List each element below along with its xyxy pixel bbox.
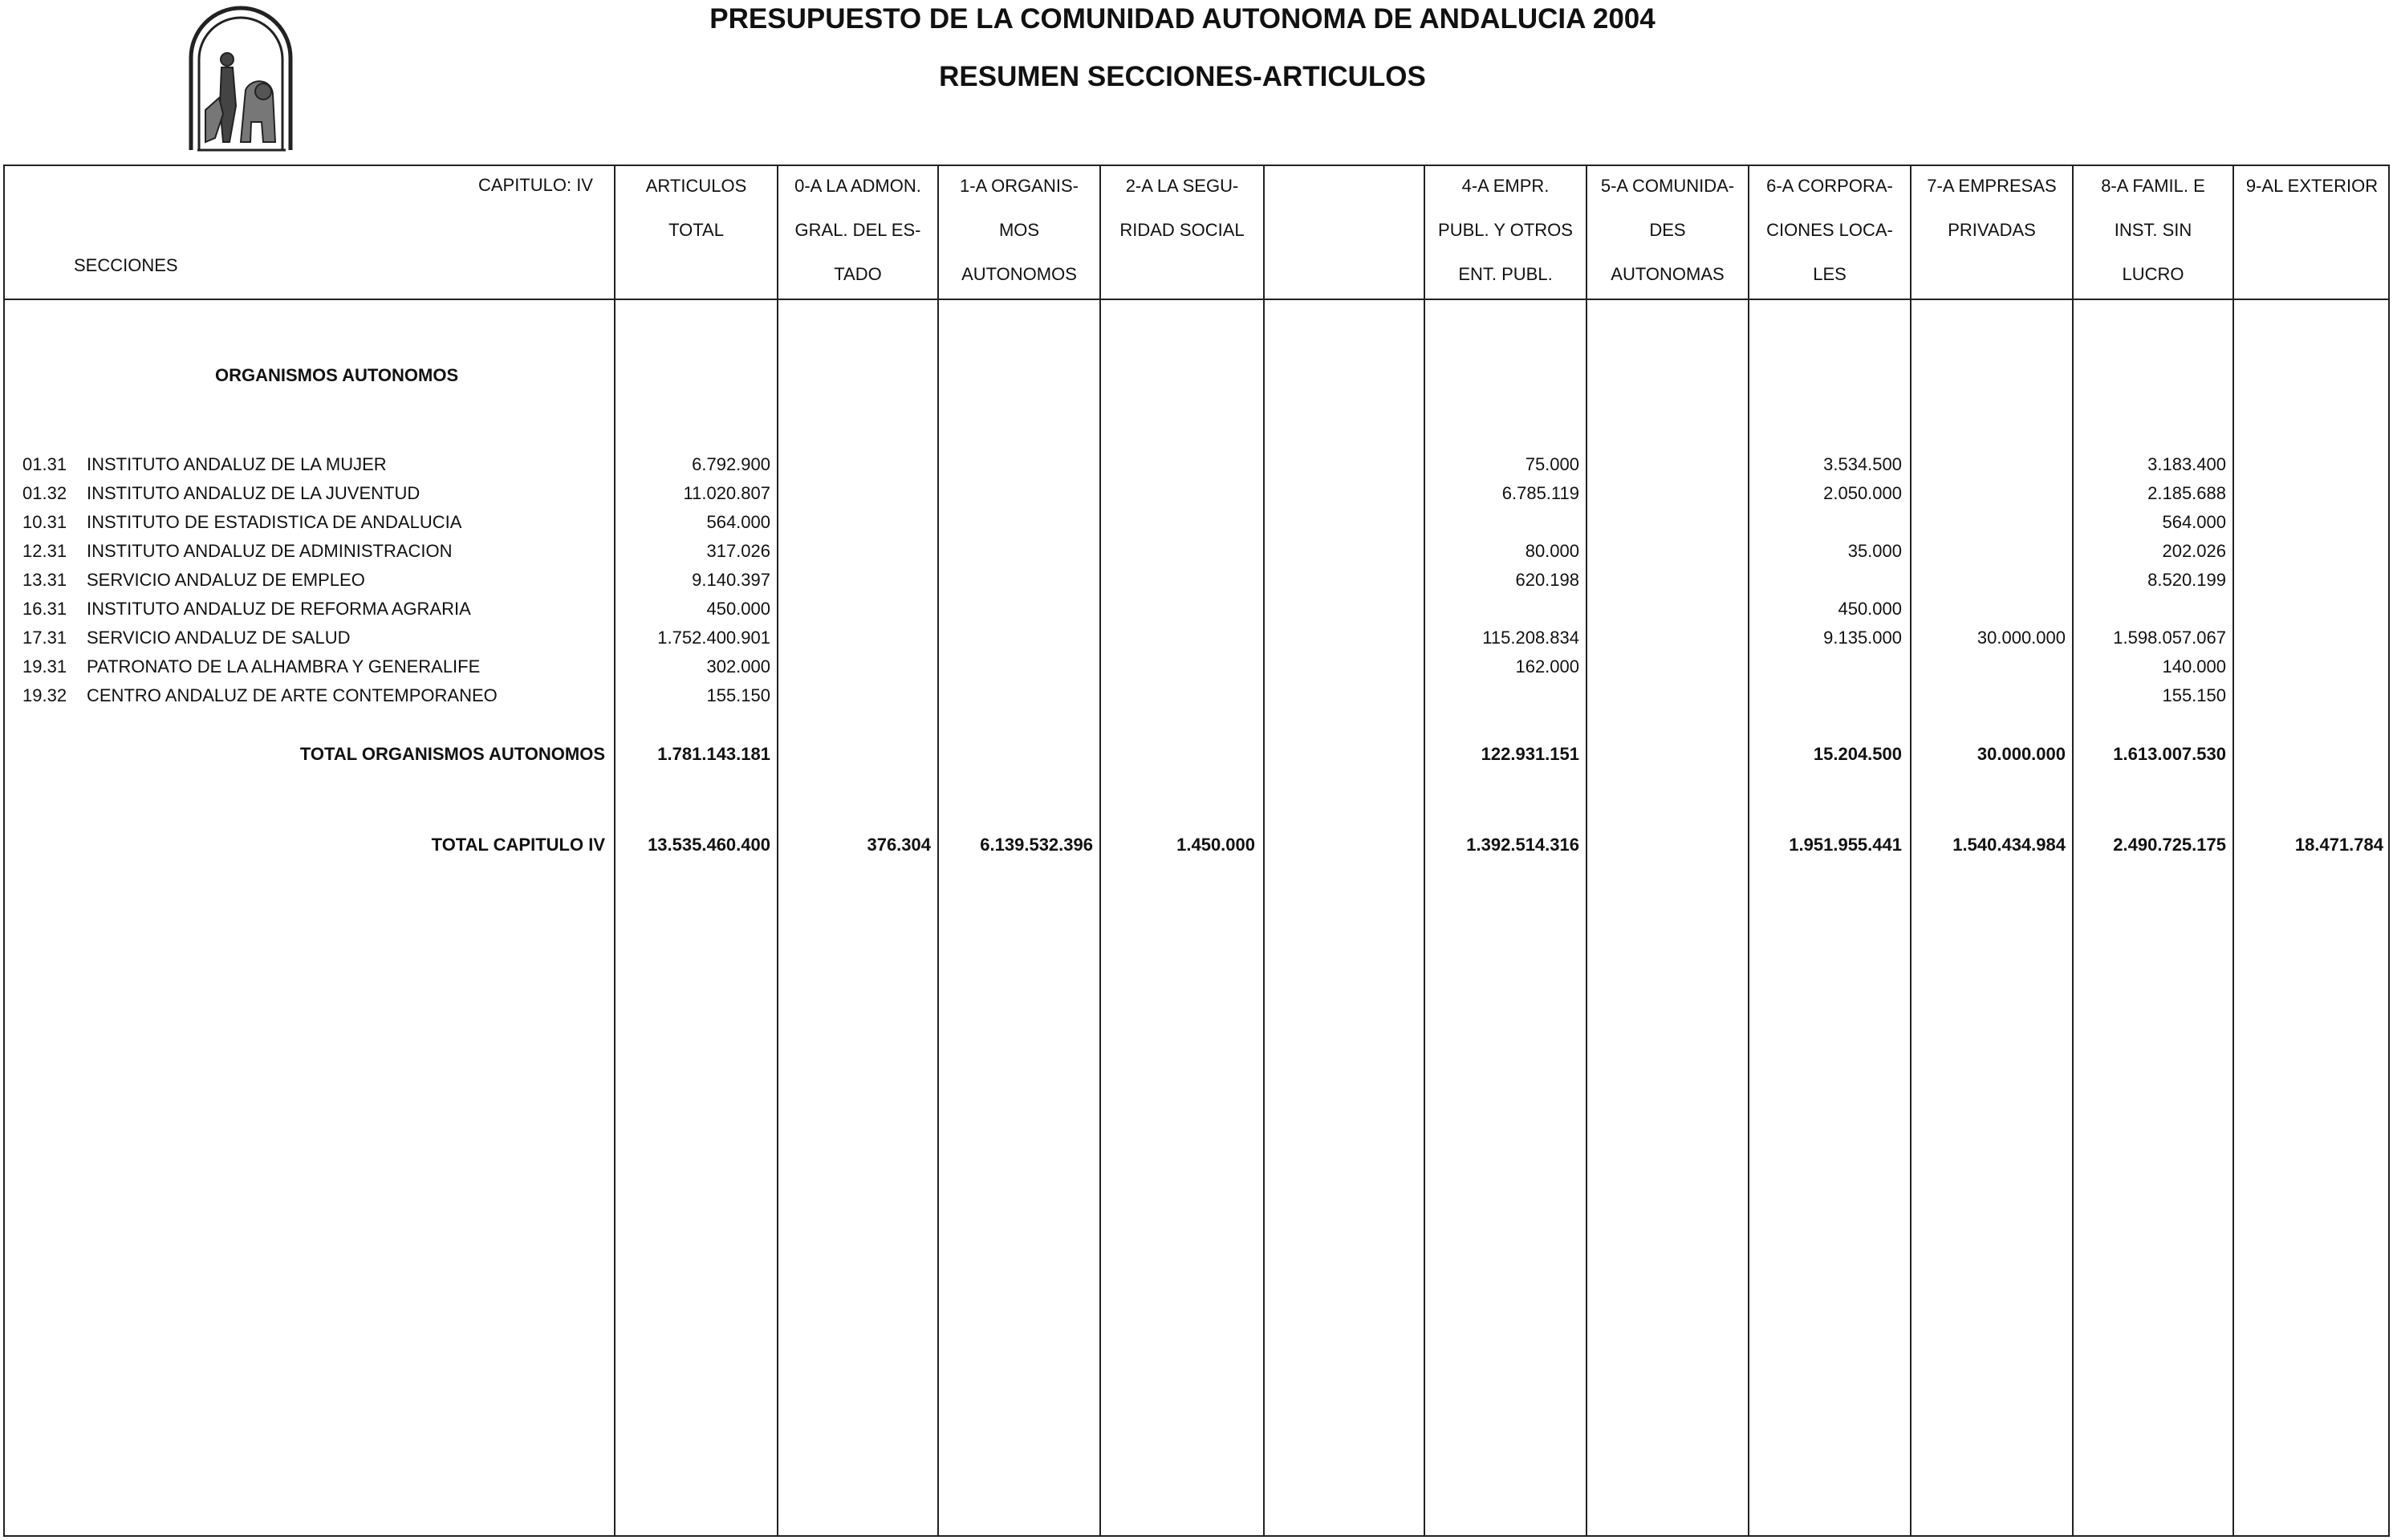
row-1-value-col-9: 2.185.688: [2147, 483, 2226, 503]
col-header-4: 4-A EMPR. PUBL. Y OTROS ENT. PUBL.: [1438, 176, 1573, 284]
row-1-value-col-0: 11.020.807: [683, 483, 770, 503]
row-code: 19.32: [22, 685, 67, 705]
row-7-value-col-0: 302.000: [706, 656, 770, 677]
row-name: PATRONATO DE LA ALHAMBRA Y GENERALIFE: [87, 656, 481, 677]
total-capitulo-value-col-3: 1.450.000: [1176, 835, 1255, 855]
col-header-articulos: ARTICULOS TOTAL: [645, 176, 747, 240]
row-0-value-col-7: 3.534.500: [1823, 454, 1902, 474]
row-4-value-col-0: 9.140.397: [692, 570, 770, 590]
group-heading: ORGANISMOS AUTONOMOS: [215, 365, 459, 385]
row-3-value-col-9: 202.026: [2162, 541, 2226, 561]
row-name: INSTITUTO ANDALUZ DE LA JUVENTUD: [87, 483, 420, 503]
total-capitulo-label: TOTAL CAPITULO IV: [431, 835, 605, 855]
header-separator: [3, 299, 2390, 300]
row-0-value-col-0: 6.792.900: [692, 454, 770, 474]
total-capitulo-value-col-0: 13.535.460.400: [648, 835, 770, 855]
row-code: 01.32: [22, 483, 67, 503]
row-code: 10.31: [22, 512, 67, 532]
row-0-value-col-9: 3.183.400: [2147, 454, 2226, 474]
row-5-value-col-7: 450.000: [1838, 599, 1902, 619]
row-name: SERVICIO ANDALUZ DE SALUD: [87, 628, 351, 648]
col-header-0: 0-A LA ADMON. GRAL. DEL ES- TADO: [794, 176, 921, 284]
row-5-value-col-0: 450.000: [706, 599, 770, 619]
col-header-1: 1-A ORGANIS- MOS AUTONOMOS: [960, 176, 1079, 284]
row-name: CENTRO ANDALUZ DE ARTE CONTEMPORANEO: [87, 685, 498, 705]
total-capitulo-value-col-7: 1.951.955.441: [1789, 835, 1902, 855]
row-code: 01.31: [22, 454, 67, 474]
row-3-value-col-7: 35.000: [1847, 541, 1902, 561]
total-capitulo-value-col-1: 376.304: [867, 835, 931, 855]
document-title: PRESUPUESTO DE LA COMUNIDAD AUTONOMA DE ANDALUCIA 2004: [709, 3, 1656, 35]
row-2-value-col-9: 564.000: [2162, 512, 2226, 532]
row-code: 17.31: [22, 628, 67, 648]
row-name: INSTITUTO DE ESTADISTICA DE ANDALUCIA: [87, 512, 462, 532]
row-0-value-col-5: 75.000: [1525, 454, 1579, 474]
row-4-value-col-5: 620.198: [1515, 570, 1579, 590]
total-organismos-value-col-8: 30.000.000: [1977, 744, 2066, 764]
total-capitulo-value-col-9: 2.490.725.175: [2113, 835, 2226, 855]
row-name: INSTITUTO ANDALUZ DE LA MUJER: [87, 454, 387, 474]
row-name: INSTITUTO ANDALUZ DE ADMINISTRACION: [87, 541, 453, 561]
row-code: 16.31: [22, 599, 67, 619]
total-organismos-value-col-5: 122.931.151: [1481, 744, 1579, 764]
row-6-value-col-5: 115.208.834: [1482, 628, 1579, 648]
row-name: SERVICIO ANDALUZ DE EMPLEO: [87, 570, 365, 590]
total-organismos-label: TOTAL ORGANISMOS AUTONOMOS: [299, 744, 605, 764]
row-code: 13.31: [22, 570, 67, 590]
row-6-value-col-7: 9.135.000: [1823, 628, 1902, 648]
row-3-value-col-0: 317.026: [706, 541, 770, 561]
row-7-value-col-9: 140.000: [2162, 656, 2226, 677]
row-code: 12.31: [22, 541, 67, 561]
capitulo-label: CAPITULO: IV: [477, 175, 593, 195]
total-capitulo-value-col-10: 18.471.784: [2294, 835, 2383, 855]
row-8-value-col-0: 155.150: [706, 685, 770, 705]
row-3-value-col-5: 80.000: [1525, 541, 1579, 561]
row-2-value-col-0: 564.000: [706, 512, 770, 532]
row-6-value-col-8: 30.000.000: [1977, 628, 2066, 648]
total-capitulo-value-col-8: 1.540.434.984: [1952, 835, 2066, 855]
col-header-2: 2-A LA SEGU- RIDAD SOCIAL: [1119, 176, 1245, 240]
document-subtitle: RESUMEN SECCIONES-ARTICULOS: [939, 61, 1426, 92]
row-code: 19.31: [22, 656, 67, 677]
total-organismos-value-col-0: 1.781.143.181: [657, 744, 770, 764]
col-header-8: 8-A FAMIL. E INST. SIN LUCRO: [2101, 176, 2205, 284]
row-4-value-col-9: 8.520.199: [2147, 570, 2226, 590]
col-header-9: 9-AL EXTERIOR: [2245, 176, 2379, 196]
total-capitulo-value-col-2: 6.139.532.396: [980, 835, 1093, 855]
row-7-value-col-5: 162.000: [1515, 656, 1579, 677]
row-8-value-col-9: 155.150: [2162, 685, 2226, 705]
total-capitulo-value-col-5: 1.392.514.316: [1466, 835, 1579, 855]
secciones-label: SECCIONES: [74, 255, 178, 275]
row-6-value-col-9: 1.598.057.067: [2113, 628, 2226, 648]
row-name: INSTITUTO ANDALUZ DE REFORMA AGRARIA: [87, 599, 471, 619]
col-header-7: 7-A EMPRESAS PRIVADAS: [1927, 176, 2057, 240]
col-header-5: 5-A COMUNIDA- DES AUTONOMAS: [1600, 176, 1735, 284]
col-header-6: 6-A CORPORA- CIONES LOCA- LES: [1766, 176, 1893, 284]
row-1-value-col-5: 6.785.119: [1501, 483, 1579, 503]
row-6-value-col-0: 1.752.400.901: [657, 628, 770, 648]
total-organismos-value-col-9: 1.613.007.530: [2113, 744, 2226, 764]
row-1-value-col-7: 2.050.000: [1823, 483, 1902, 503]
total-organismos-value-col-7: 15.204.500: [1813, 744, 1902, 764]
